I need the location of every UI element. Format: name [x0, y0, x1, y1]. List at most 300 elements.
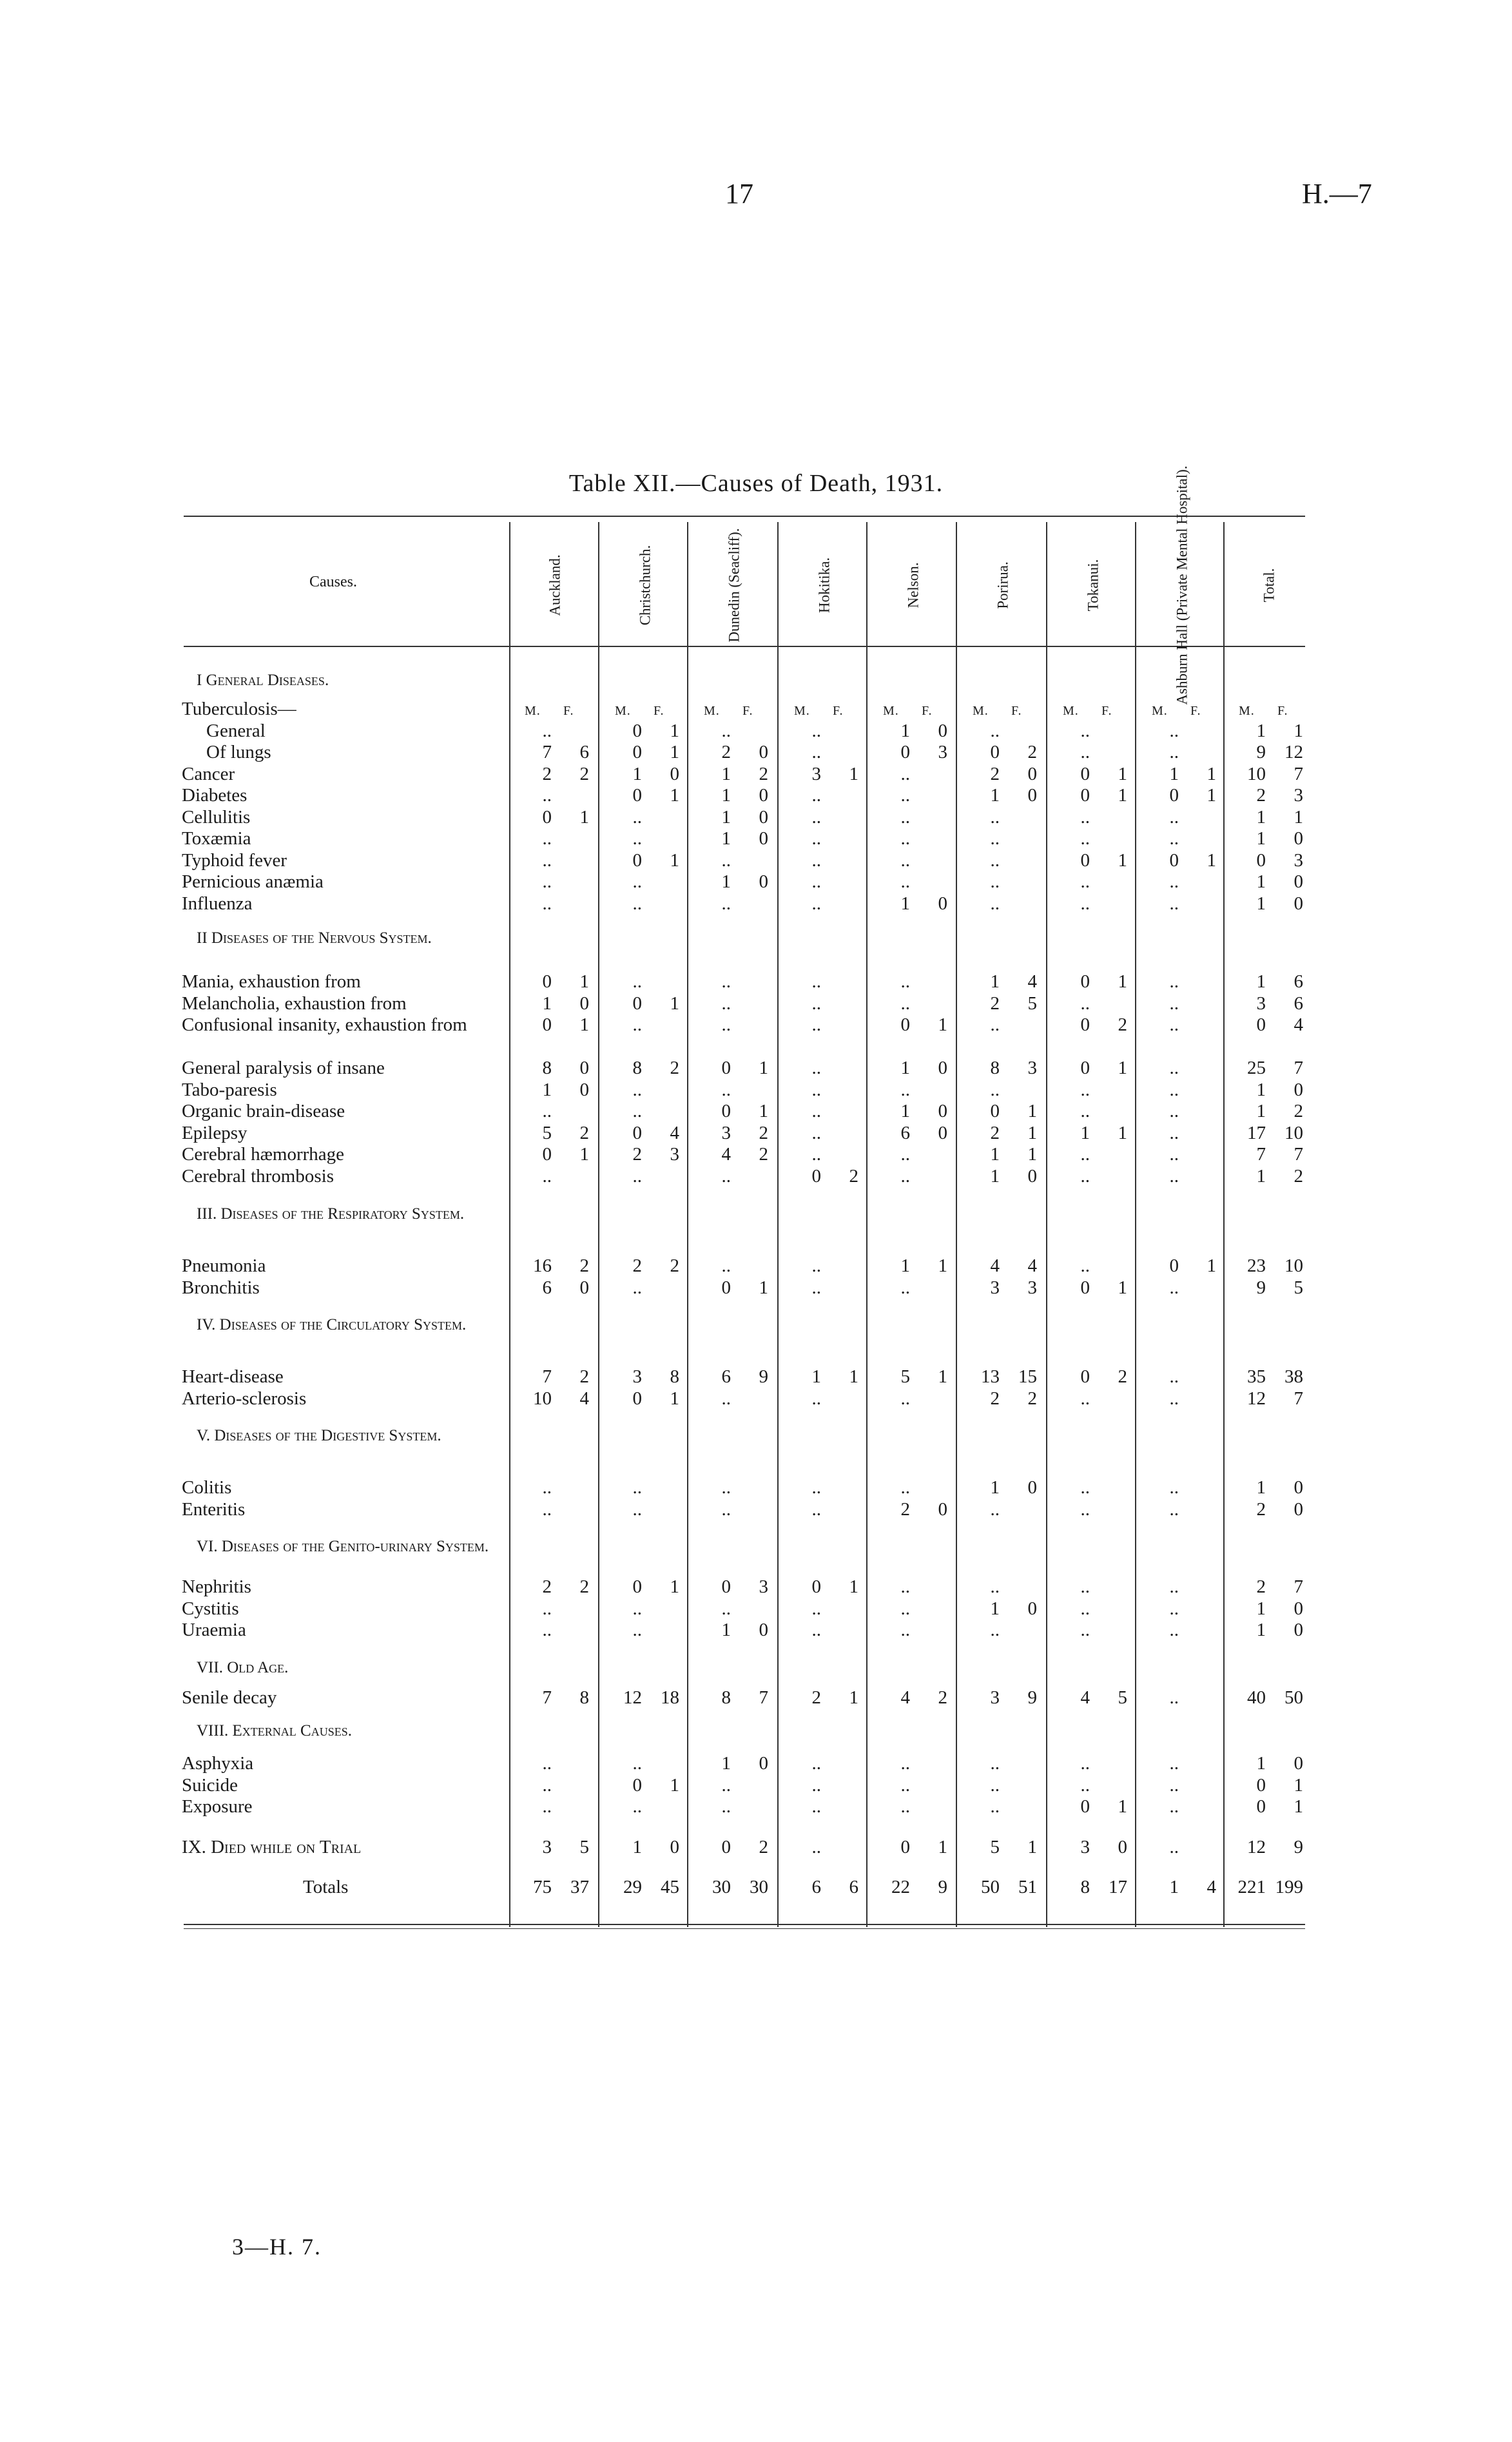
table-cell: ..: [900, 1477, 910, 1498]
table-cell: 3: [1027, 1277, 1037, 1298]
table-cell: ..: [811, 742, 821, 762]
table-cell: ..: [1080, 993, 1090, 1014]
table-cell: 2: [811, 1687, 821, 1708]
table-cell: 2: [1256, 785, 1266, 806]
table-cell: 2: [1027, 742, 1037, 762]
column-divider: [866, 522, 867, 1927]
table-cell: 7: [759, 1687, 768, 1708]
table-cell: 5: [1118, 1687, 1127, 1708]
table-cell: ..: [990, 1796, 1000, 1817]
row-label: Colitis: [182, 1477, 232, 1498]
table-cell: ..: [632, 1753, 642, 1774]
table-cell: 0: [1294, 1498, 1303, 1520]
table-cell: ..: [721, 1388, 731, 1409]
table-cell: 1: [1256, 1753, 1266, 1774]
row-label: Confusional insanity, exhaustion from: [182, 1014, 467, 1035]
table-cell: 3: [632, 1366, 642, 1387]
column-divider: [687, 522, 688, 1927]
column-header-1: [536, 525, 574, 644]
table-cell: 2: [900, 1498, 910, 1520]
table-cell: 1: [759, 1277, 768, 1298]
table-cell: 4: [579, 1388, 589, 1409]
table-cell: 8: [542, 1058, 552, 1078]
table-cell: 2: [670, 1255, 679, 1276]
table-cell: 0: [542, 1144, 552, 1165]
table-cell: ..: [1169, 720, 1179, 741]
column-header-label: Christchurch.: [637, 545, 653, 625]
table-cell: 1: [1080, 1122, 1090, 1143]
section-title: I General Diseases.: [197, 672, 329, 689]
table-cell: 3: [721, 1122, 731, 1143]
female-label: F.: [1277, 704, 1288, 718]
table-cell: ..: [1080, 893, 1090, 914]
table-cell: ..: [900, 1277, 910, 1298]
table-cell: 1: [900, 1058, 910, 1078]
totals-cell: 45: [661, 1877, 679, 1897]
document-code: H.—7: [1302, 178, 1372, 209]
row-label: Melancholia, exhaustion from: [182, 993, 407, 1014]
table-cell: 0: [579, 1058, 589, 1078]
table-cell: 1: [990, 971, 1000, 992]
table-cell: 6: [1294, 993, 1303, 1014]
table-cell: 17: [1247, 1122, 1266, 1143]
table-cell: ..: [1169, 971, 1179, 992]
table-cell: 7: [1294, 1144, 1303, 1165]
table-cell: 4: [1080, 1687, 1090, 1708]
table-cell: 3: [1027, 1058, 1037, 1078]
table-cell: 0: [1294, 1598, 1303, 1619]
table-cell: ..: [1169, 1079, 1179, 1100]
table-cell: ..: [811, 849, 821, 871]
table-cell: 1: [1294, 1774, 1303, 1796]
table-cell: ..: [632, 1620, 642, 1640]
column-header-label: Ashburn Hall (Private Mental Hospital).: [1174, 465, 1190, 705]
table-cell: 7: [1256, 1144, 1266, 1165]
table-cell: 0: [938, 1122, 947, 1143]
table-cell: 1: [938, 1014, 947, 1035]
table-cell: 1: [632, 1837, 642, 1857]
table-cell: 9: [1294, 1837, 1303, 1857]
table-cell: 1: [721, 1753, 731, 1774]
row-label: General: [206, 720, 266, 741]
table-cell: 0: [1169, 1255, 1179, 1276]
table-cell: 0: [1256, 849, 1266, 871]
column-header-4: [805, 525, 844, 644]
section-title: VI. Diseases of the Genito-urinary System.: [197, 1538, 489, 1555]
table-cell: 2: [721, 742, 731, 762]
row-label: Exposure: [182, 1796, 253, 1817]
table-cell: 2: [670, 1058, 679, 1078]
column-divider: [956, 522, 957, 1927]
table-cell: ..: [632, 1277, 642, 1298]
table-cell: 0: [811, 1165, 821, 1187]
table-cell: ..: [632, 1079, 642, 1100]
table-cell: ..: [1169, 1277, 1179, 1298]
table-cell: 0: [1080, 763, 1090, 784]
table-cell: 8: [721, 1687, 731, 1708]
table-cell: ..: [1169, 1498, 1179, 1520]
table-cell: ..: [1169, 1774, 1179, 1796]
table-cell: ..: [721, 1165, 731, 1187]
table-cell: ..: [721, 1014, 731, 1035]
table-cell: 4: [900, 1687, 910, 1708]
table-cell: 38: [1284, 1366, 1303, 1387]
table-cell: 0: [542, 1014, 552, 1035]
table-cell: ..: [1080, 1144, 1090, 1165]
totals-cell: 37: [570, 1877, 589, 1897]
table-cell: ..: [1169, 1837, 1179, 1857]
column-header-7: [1074, 525, 1112, 644]
table-cell: ..: [811, 871, 821, 892]
table-cell: 0: [938, 1498, 947, 1520]
table-cell: ..: [811, 1598, 821, 1619]
table-cell: 1: [811, 1366, 821, 1387]
table-cell: 0: [900, 1014, 910, 1035]
column-header-label: Dunedin (Seacliff).: [726, 527, 742, 643]
table-cell: 1: [670, 785, 679, 806]
table-cell: 0: [900, 1837, 910, 1857]
table-cell: ..: [721, 1598, 731, 1619]
table-cell: 1: [579, 806, 589, 828]
section-title: II Diseases of the Nervous System.: [197, 929, 432, 947]
column-header-6: [984, 525, 1022, 644]
table-cell: 2: [759, 1837, 768, 1857]
table-cell: 1: [1118, 763, 1127, 784]
table-cell: 0: [632, 742, 642, 762]
table-cell: 15: [1018, 1366, 1037, 1387]
totals-cell: 22: [891, 1877, 910, 1897]
table-cell: 1: [1256, 1620, 1266, 1640]
table-cell: 3: [990, 1687, 1000, 1708]
table-cell: 0: [1080, 1014, 1090, 1035]
table-cell: 6: [1294, 971, 1303, 992]
table-cell: ..: [632, 893, 642, 914]
table-cell: ..: [721, 849, 731, 871]
table-cell: 6: [900, 1122, 910, 1143]
table-cell: 0: [938, 1101, 947, 1121]
table-cell: 18: [661, 1687, 679, 1708]
table-cell: 4: [990, 1255, 1000, 1276]
table-cell: 1: [542, 993, 552, 1014]
table-cell: 1: [849, 763, 858, 784]
male-label: M.: [525, 704, 541, 718]
table-cell: ..: [900, 1079, 910, 1100]
table-cell: ..: [811, 1014, 821, 1035]
table-cell: 12: [1247, 1388, 1266, 1409]
table-cell: 0: [1027, 785, 1037, 806]
table-cell: ..: [900, 763, 910, 784]
table-cell: ..: [542, 1774, 552, 1796]
table-cell: ..: [900, 849, 910, 871]
page-number: 17: [725, 178, 753, 209]
table-cell: ..: [721, 1774, 731, 1796]
table-cell: 1: [1027, 1144, 1037, 1165]
table-cell: 0: [1294, 893, 1303, 914]
table-cell: 1: [579, 1144, 589, 1165]
table-cell: ..: [811, 893, 821, 914]
table-cell: 12: [1284, 742, 1303, 762]
table-cell: 1: [1118, 849, 1127, 871]
table-cell: ..: [990, 893, 1000, 914]
table-cell: 1: [721, 828, 731, 849]
table-cell: 1: [1256, 893, 1266, 914]
table-cell: 0: [759, 806, 768, 828]
table-cell: 0: [1294, 828, 1303, 849]
table-cell: ..: [721, 971, 731, 992]
row-label: Toxæmia: [182, 828, 251, 849]
table-cell: ..: [990, 1774, 1000, 1796]
column-header-9: [1250, 525, 1288, 644]
table-cell: ..: [1169, 1753, 1179, 1774]
table-cell: 8: [670, 1366, 679, 1387]
table-cell: 2: [1294, 1101, 1303, 1121]
male-label: M.: [883, 704, 899, 718]
table-cell: ..: [990, 871, 1000, 892]
table-cell: 1: [1256, 1101, 1266, 1121]
table-cell: ..: [990, 806, 1000, 828]
table-cell: 0: [1256, 1774, 1266, 1796]
causes-column-header: Causes.: [309, 574, 357, 590]
table-cell: 3: [938, 742, 947, 762]
table-cell: ..: [811, 720, 821, 741]
column-header-label: Tokanui.: [1085, 559, 1101, 611]
table-cell: ..: [811, 1058, 821, 1078]
table-cell: ..: [990, 1753, 1000, 1774]
table-cell: 5: [990, 1837, 1000, 1857]
table-cell: ..: [1080, 1101, 1090, 1121]
table-cell: 0: [1080, 785, 1090, 806]
table-cell: 0: [632, 849, 642, 871]
table-cell: ..: [632, 971, 642, 992]
table-cell: 9: [1027, 1687, 1037, 1708]
table-cell: ..: [1080, 828, 1090, 849]
table-cell: ..: [811, 1774, 821, 1796]
table-cell: 0: [1169, 785, 1179, 806]
table-cell: 0: [759, 871, 768, 892]
table-cell: ..: [632, 1477, 642, 1498]
column-header-3: [715, 525, 753, 644]
table-cell: ..: [811, 828, 821, 849]
table-cell: 5: [900, 1366, 910, 1387]
column-divider: [1046, 522, 1047, 1927]
table-cell: ..: [900, 1388, 910, 1409]
table-cell: ..: [1169, 806, 1179, 828]
table-cell: 1: [721, 806, 731, 828]
table-cell: 5: [1027, 993, 1037, 1014]
row-label: Nephritis: [182, 1576, 251, 1597]
column-divider: [509, 522, 510, 1927]
table-cell: 1: [900, 1255, 910, 1276]
table-cell: ..: [811, 993, 821, 1014]
table-cell: 0: [670, 763, 679, 784]
table-cell: 0: [579, 1079, 589, 1100]
row-label: Enteritis: [182, 1498, 246, 1520]
table-cell: ..: [811, 806, 821, 828]
table-cell: 0: [1027, 1477, 1037, 1498]
totals-cell: 4: [1207, 1877, 1216, 1897]
table-cell: ..: [1169, 1576, 1179, 1597]
table-cell: 3: [990, 1277, 1000, 1298]
row-label: General paralysis of insane: [182, 1058, 385, 1078]
table-cell: ..: [1080, 1620, 1090, 1640]
section-title: V. Diseases of the Digestive System.: [197, 1427, 441, 1444]
totals-cell: 30: [712, 1877, 731, 1897]
column-header-label: Total.: [1261, 568, 1277, 602]
section-title: IV. Diseases of the Circulatory System.: [197, 1316, 467, 1333]
table-cell: ..: [1080, 1576, 1090, 1597]
table-cell: ..: [542, 893, 552, 914]
table-cell: ..: [900, 1165, 910, 1187]
table-cell: ..: [542, 1620, 552, 1640]
column-divider: [598, 522, 599, 1927]
table-cell: ..: [721, 1477, 731, 1498]
table-cell: ..: [632, 1165, 642, 1187]
table-cell: ..: [1169, 1477, 1179, 1498]
table-cell: ..: [900, 993, 910, 1014]
table-cell: 7: [1294, 1576, 1303, 1597]
table-cell: 1: [759, 1058, 768, 1078]
table-cell: 1: [1118, 1796, 1127, 1817]
table-cell: 0: [1169, 849, 1179, 871]
table-cell: ..: [811, 1498, 821, 1520]
table-cell: 0: [1080, 1058, 1090, 1078]
totals-cell: 199: [1275, 1877, 1303, 1897]
table-cell: ..: [721, 1498, 731, 1520]
table-cell: 0: [1294, 1477, 1303, 1498]
table-cell: 1: [990, 1598, 1000, 1619]
row-label: IX. Died while on Trial: [182, 1837, 362, 1857]
table-cell: ..: [900, 1796, 910, 1817]
table-cell: 1: [1118, 1058, 1127, 1078]
totals-cell: 6: [849, 1877, 858, 1897]
table-cell: 1: [1118, 971, 1127, 992]
row-label: Cystitis: [182, 1598, 239, 1619]
table-cell: 1: [632, 763, 642, 784]
table-cell: 1: [990, 1477, 1000, 1498]
table-cell: 0: [721, 1837, 731, 1857]
table-cell: 12: [1247, 1837, 1266, 1857]
table-cell: ..: [1169, 1796, 1179, 1817]
table-cell: 2: [579, 1255, 589, 1276]
table-cell: ..: [990, 1576, 1000, 1597]
table-cell: 9: [1256, 742, 1266, 762]
table-cell: ..: [990, 720, 1000, 741]
table-cell: 9: [1256, 1277, 1266, 1298]
table-bottom-rule: [184, 1924, 1305, 1925]
table-cell: 1: [900, 1101, 910, 1121]
row-label: Epilepsy: [182, 1122, 247, 1143]
table-cell: 2: [579, 1576, 589, 1597]
table-cell: 0: [1080, 971, 1090, 992]
section-title: VIII. External Causes.: [197, 1722, 352, 1739]
table-cell: ..: [900, 1774, 910, 1796]
table-cell: ..: [542, 1796, 552, 1817]
table-cell: ..: [632, 1014, 642, 1035]
table-cell: 2: [990, 763, 1000, 784]
table-cell: ..: [900, 871, 910, 892]
table-cell: ..: [1169, 828, 1179, 849]
table-cell: 12: [623, 1687, 642, 1708]
table-cell: 1: [849, 1687, 858, 1708]
table-cell: 6: [542, 1277, 552, 1298]
table-cell: 0: [938, 720, 947, 741]
table-cell: 2: [542, 763, 552, 784]
table-cell: ..: [1169, 742, 1179, 762]
table-cell: 1: [1256, 1165, 1266, 1187]
row-label: Arterio-sclerosis: [182, 1388, 307, 1409]
table-cell: 0: [1294, 1079, 1303, 1100]
table-cell: ..: [1080, 1165, 1090, 1187]
table-cell: 35: [1247, 1366, 1266, 1387]
row-label: Bronchitis: [182, 1277, 260, 1298]
table-cell: 8: [632, 1058, 642, 1078]
table-cell: 23: [1247, 1255, 1266, 1276]
table-cell: ..: [1080, 1079, 1090, 1100]
table-cell: 2: [1118, 1014, 1127, 1035]
row-label: Pneumonia: [182, 1255, 266, 1276]
table-cell: ..: [721, 1796, 731, 1817]
table-cell: 7: [542, 1687, 552, 1708]
table-cell: ..: [542, 1165, 552, 1187]
table-cell: ..: [1169, 1388, 1179, 1409]
table-cell: 40: [1247, 1687, 1266, 1708]
table-cell: 1: [1256, 971, 1266, 992]
table-cell: 1: [670, 1774, 679, 1796]
table-cell: ..: [811, 1753, 821, 1774]
totals-cell: 17: [1109, 1877, 1127, 1897]
table-cell: ..: [721, 993, 731, 1014]
table-cell: 2: [579, 763, 589, 784]
table-cell: ..: [811, 1796, 821, 1817]
table-cell: 2: [579, 1366, 589, 1387]
table-cell: ..: [542, 720, 552, 741]
female-label: F.: [833, 704, 844, 718]
table-cell: ..: [811, 971, 821, 992]
row-label: Uraemia: [182, 1620, 246, 1640]
row-label: Cerebral thrombosis: [182, 1165, 334, 1187]
table-cell: 2: [632, 1144, 642, 1165]
table-cell: 4: [1294, 1014, 1303, 1035]
column-header-8: [1163, 465, 1201, 705]
table-cell: 1: [1256, 806, 1266, 828]
table-cell: 1: [721, 763, 731, 784]
table-cell: 0: [1080, 1277, 1090, 1298]
column-header-2: [626, 525, 664, 644]
table-cell: 0: [670, 1837, 679, 1857]
table-cell: 1: [542, 1079, 552, 1100]
table-cell: ..: [1169, 1620, 1179, 1640]
table-cell: ..: [632, 871, 642, 892]
table-cell: 1: [1027, 1122, 1037, 1143]
column-header-label: Hokitika.: [816, 557, 832, 613]
table-cell: ..: [542, 871, 552, 892]
table-cell: ..: [1169, 893, 1179, 914]
table-cell: 2: [1294, 1165, 1303, 1187]
table-cell: 0: [1294, 871, 1303, 892]
column-divider: [777, 522, 779, 1927]
table-cell: ..: [990, 1014, 1000, 1035]
table-cell: ..: [811, 1620, 821, 1640]
table-cell: 6: [721, 1366, 731, 1387]
totals-cell: 75: [533, 1877, 552, 1897]
table-cell: ..: [1169, 871, 1179, 892]
male-label: M.: [704, 704, 720, 718]
table-cell: ..: [542, 1753, 552, 1774]
table-cell: 1: [938, 1366, 947, 1387]
column-header-label: Nelson.: [905, 562, 921, 608]
table-cell: 0: [938, 1058, 947, 1078]
table-cell: 1: [1207, 1255, 1216, 1276]
